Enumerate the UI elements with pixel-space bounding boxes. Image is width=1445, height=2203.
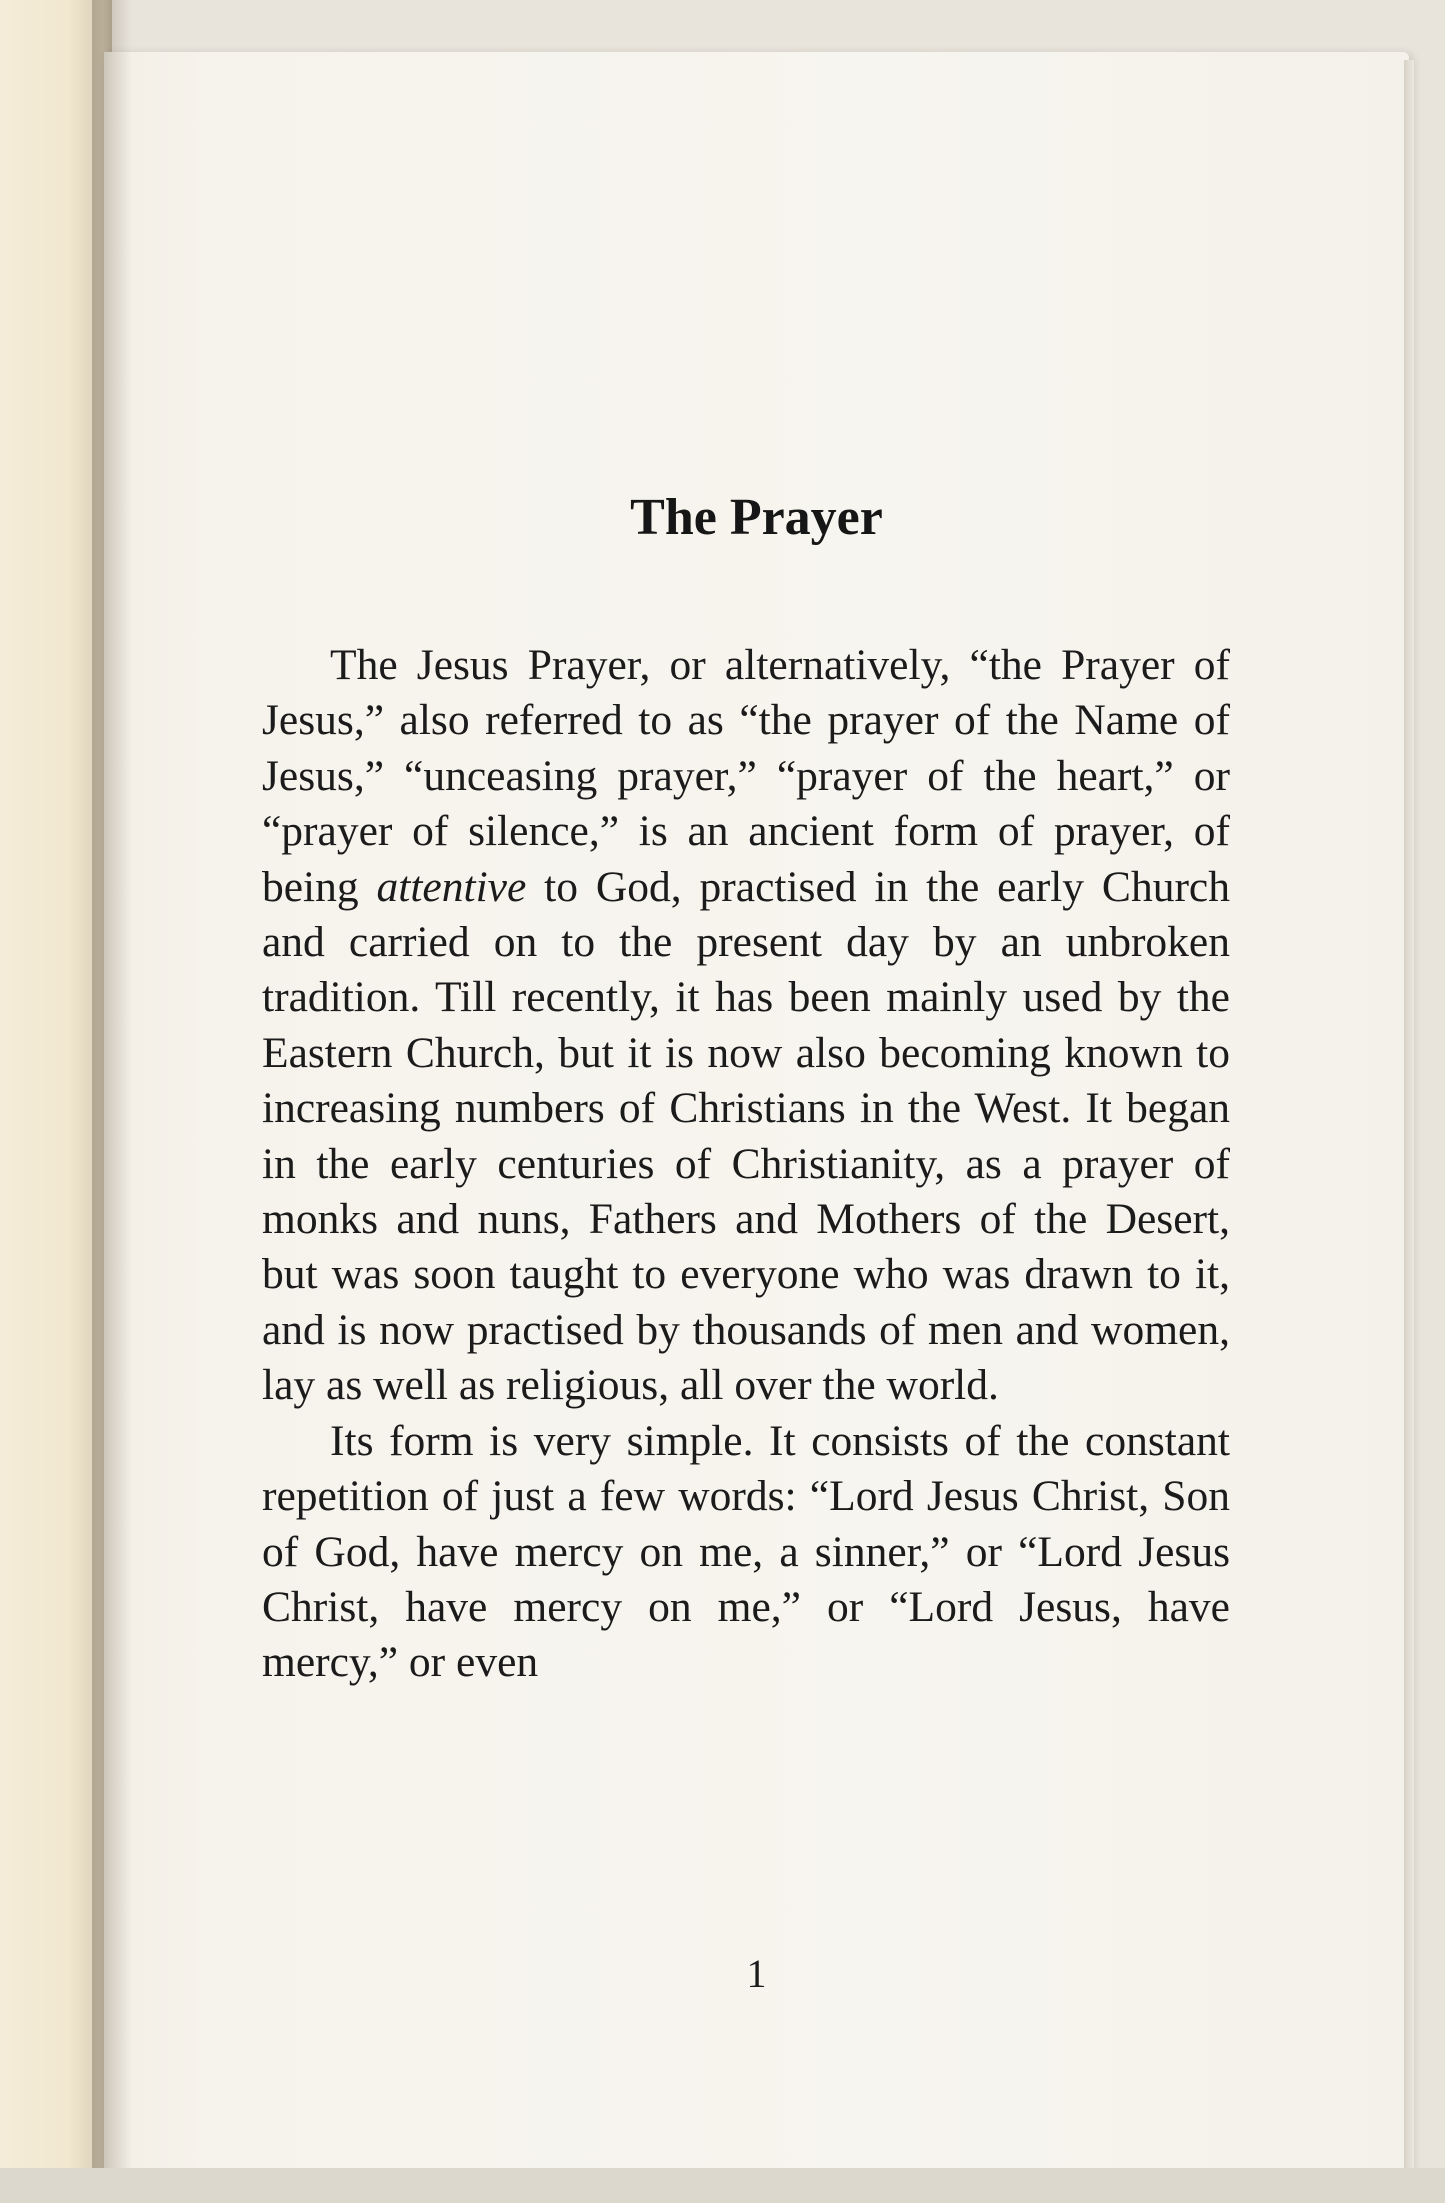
paragraph-1-text-end: to God, practised in the early Church and carried on to the present day by an unbroken tradition. Till recently, it has been mainly used by the Eastern Church, but it is now also becoming known to increasing numbers of Christians in the West. It began in the early centuries of Christianity, as a prayer of monks and nuns, Fathers and Mothers of the Desert, but was soon taught to everyone who was drawn to it, and is now practised by thousands of men and women, lay as well as religious, all over the world. bbox=[262, 862, 1230, 1410]
gutter-shadow bbox=[92, 0, 132, 2203]
paragraph-1-text-start: The Jesus Prayer, or alternatively, “the Prayer of Jesus,” also referred to as “the prayer of the Name of Jesus,” “unceasing prayer,” “prayer of the heart,” or “prayer of silence,” is an ancient form of prayer, of being bbox=[262, 641, 1230, 911]
paragraph-2: Its form is very simple. It consists of the constant repetition of just a few words: “Lord Jesus Christ, Son of God, have mercy on me, a sinner,” or “Lord Jesus Christ, have mercy on me,” or “Lord Jesus, have mercy,” or even bbox=[262, 1416, 1230, 1687]
body-text bbox=[262, 638, 1230, 1691]
bottom-band bbox=[0, 2168, 1445, 2203]
page-edge-shadow bbox=[1404, 60, 1414, 2175]
paragraph-1 bbox=[262, 638, 1230, 1414]
chapter-title: The Prayer bbox=[630, 489, 883, 546]
paragraph-1-emphasis: attentive bbox=[376, 862, 527, 911]
page-number: 1 bbox=[746, 1951, 767, 1996]
